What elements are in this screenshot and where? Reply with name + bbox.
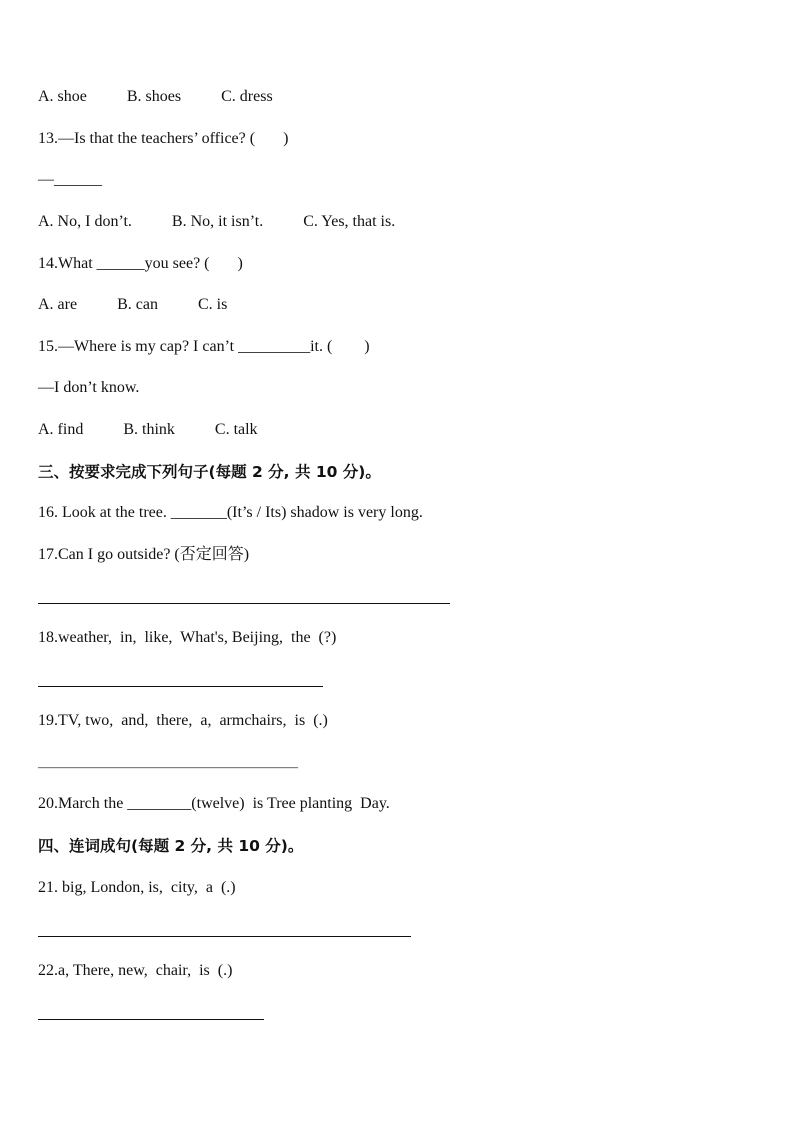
q21-answer-rule: [38, 936, 411, 937]
q15-answer: —I don’t know.: [38, 379, 140, 396]
q12-options: A. shoe B. shoes C. dress: [38, 88, 273, 105]
q15-question: 15.—Where is my cap? I can’t _________it. ( ): [38, 338, 370, 355]
q14-options: A. are B. can C. is: [38, 296, 228, 313]
q16: 16. Look at the tree. _______(It’s / Its) shadow is very long.: [38, 504, 423, 521]
q22: 22.a, There, new, chair, is (.): [38, 962, 233, 979]
q19: 19.TV, two, and, there, a, armchairs, is (.): [38, 712, 328, 729]
q21: 21. big, London, is, city, a (.): [38, 879, 236, 896]
q22-answer-rule: [38, 1019, 264, 1020]
q14-question: 14.What ______you see? ( ): [38, 255, 243, 272]
q19-answer-blank: ————————————————————: [38, 759, 298, 774]
q18: 18.weather, in, like, What's, Beijing, the (?): [38, 629, 337, 646]
q13-options: A. No, I don’t. B. No, it isn’t. C. Yes, that is.: [38, 213, 396, 230]
q15-options: A. find B. think C. talk: [38, 421, 258, 438]
q20: 20.March the ________(twelve) is Tree planting Day.: [38, 795, 390, 812]
q18-answer-rule: [38, 686, 323, 687]
section3-heading: 三、按要求完成下列句子(每题 2 分, 共 10 分)。: [38, 463, 381, 481]
q17-answer-rule: [38, 603, 450, 604]
section4-heading: 四、连词成句(每题 2 分, 共 10 分)。: [38, 837, 304, 855]
q13-answer-line: —______: [38, 171, 102, 188]
q17: 17.Can I go outside? (否定回答): [38, 546, 250, 563]
q13-question: 13.—Is that the teachers’ office? ( ): [38, 130, 289, 147]
